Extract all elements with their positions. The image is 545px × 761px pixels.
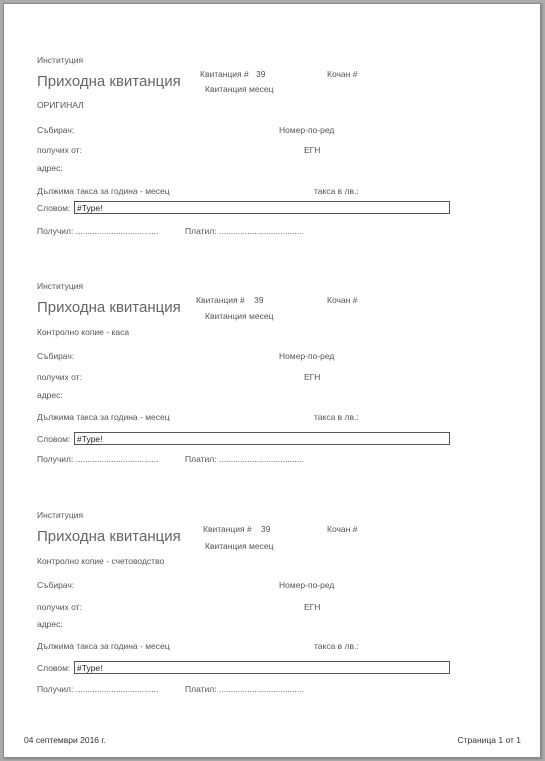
received-signature-line: Получил: ...................................: [37, 226, 159, 236]
receipt-month-label: Квитанция месец: [205, 541, 274, 551]
book-number-label: Кочан #: [327, 69, 358, 79]
receipt-number-label: Квитанция #: [203, 524, 252, 534]
received-from-label: получих от:: [37, 602, 82, 612]
received-from-label: получих от:: [37, 372, 82, 382]
address-label: адрес:: [37, 390, 63, 400]
institution-label: Институция: [37, 55, 84, 65]
receipt-title: Приходна квитанция: [37, 528, 181, 545]
paid-signature-line: Платил: ....................................: [185, 226, 304, 236]
amount-label: такса в лв.:: [314, 412, 359, 422]
amount-label: такса в лв.:: [314, 186, 359, 196]
words-value: #Type!: [77, 663, 103, 673]
words-field: [74, 201, 450, 214]
egn-label: ЕГН: [304, 372, 321, 382]
collector-label: Събирач:: [37, 125, 75, 135]
copy-type-label: ОРИГИНАЛ: [37, 100, 84, 110]
receipt-month-label: Квитанция месец: [205, 84, 274, 94]
paid-signature-line: Платил: ....................................: [185, 684, 304, 694]
footer-date: 04 септември 2016 г.: [24, 735, 106, 745]
receipt-original: [4, 51, 540, 251]
receipt-month-label: Квитанция месец: [205, 311, 274, 321]
egn-label: ЕГН: [304, 145, 321, 155]
footer-page-info: Страница 1 от 1: [457, 735, 521, 745]
words-field: [74, 661, 450, 674]
fee-label: Дължима такса за година - месец: [37, 186, 170, 196]
receipt-control-cash: [4, 277, 540, 477]
receipt-control-accounting: [4, 506, 540, 706]
institution-label: Институция: [37, 510, 84, 520]
book-number-label: Кочан #: [327, 295, 358, 305]
received-from-label: получих от:: [37, 145, 82, 155]
received-signature-line: Получил: ...................................: [37, 454, 159, 464]
collector-label: Събирач:: [37, 351, 75, 361]
receipt-number-label: Квитанция #: [200, 69, 249, 79]
receipt-number-label: Квитанция #: [196, 295, 245, 305]
words-label: Словом:: [37, 434, 71, 444]
words-label: Словом:: [37, 203, 71, 213]
words-value: #Type!: [77, 434, 103, 444]
words-value: #Type!: [77, 203, 103, 213]
collector-label: Събирач:: [37, 580, 75, 590]
receipt-number-value: 39: [261, 524, 271, 534]
sequence-number-label: Номер-по-ред: [279, 125, 335, 135]
words-field: [74, 432, 450, 445]
receipt-number-value: 39: [254, 295, 264, 305]
book-number-label: Кочан #: [327, 524, 358, 534]
sequence-number-label: Номер-по-ред: [279, 351, 335, 361]
copy-type-label: Контролно копие - каса: [37, 327, 130, 337]
copy-type-label: Контролно копие - счетоводство: [37, 556, 165, 566]
words-label: Словом:: [37, 663, 71, 673]
address-label: адрес:: [37, 619, 63, 629]
address-label: адрес:: [37, 163, 63, 173]
receipt-title: Приходна квитанция: [37, 73, 181, 90]
receipt-title: Приходна квитанция: [37, 299, 181, 316]
fee-label: Дължима такса за година - месец: [37, 412, 170, 422]
receipt-number-value: 39: [256, 69, 266, 79]
paid-signature-line: Платил: ....................................: [185, 454, 304, 464]
sequence-number-label: Номер-по-ред: [279, 580, 335, 590]
amount-label: такса в лв.:: [314, 641, 359, 651]
egn-label: ЕГН: [304, 602, 321, 612]
fee-label: Дължима такса за година - месец: [37, 641, 170, 651]
institution-label: Институция: [37, 281, 84, 291]
report-page: [3, 3, 541, 758]
received-signature-line: Получил: ...................................: [37, 684, 159, 694]
